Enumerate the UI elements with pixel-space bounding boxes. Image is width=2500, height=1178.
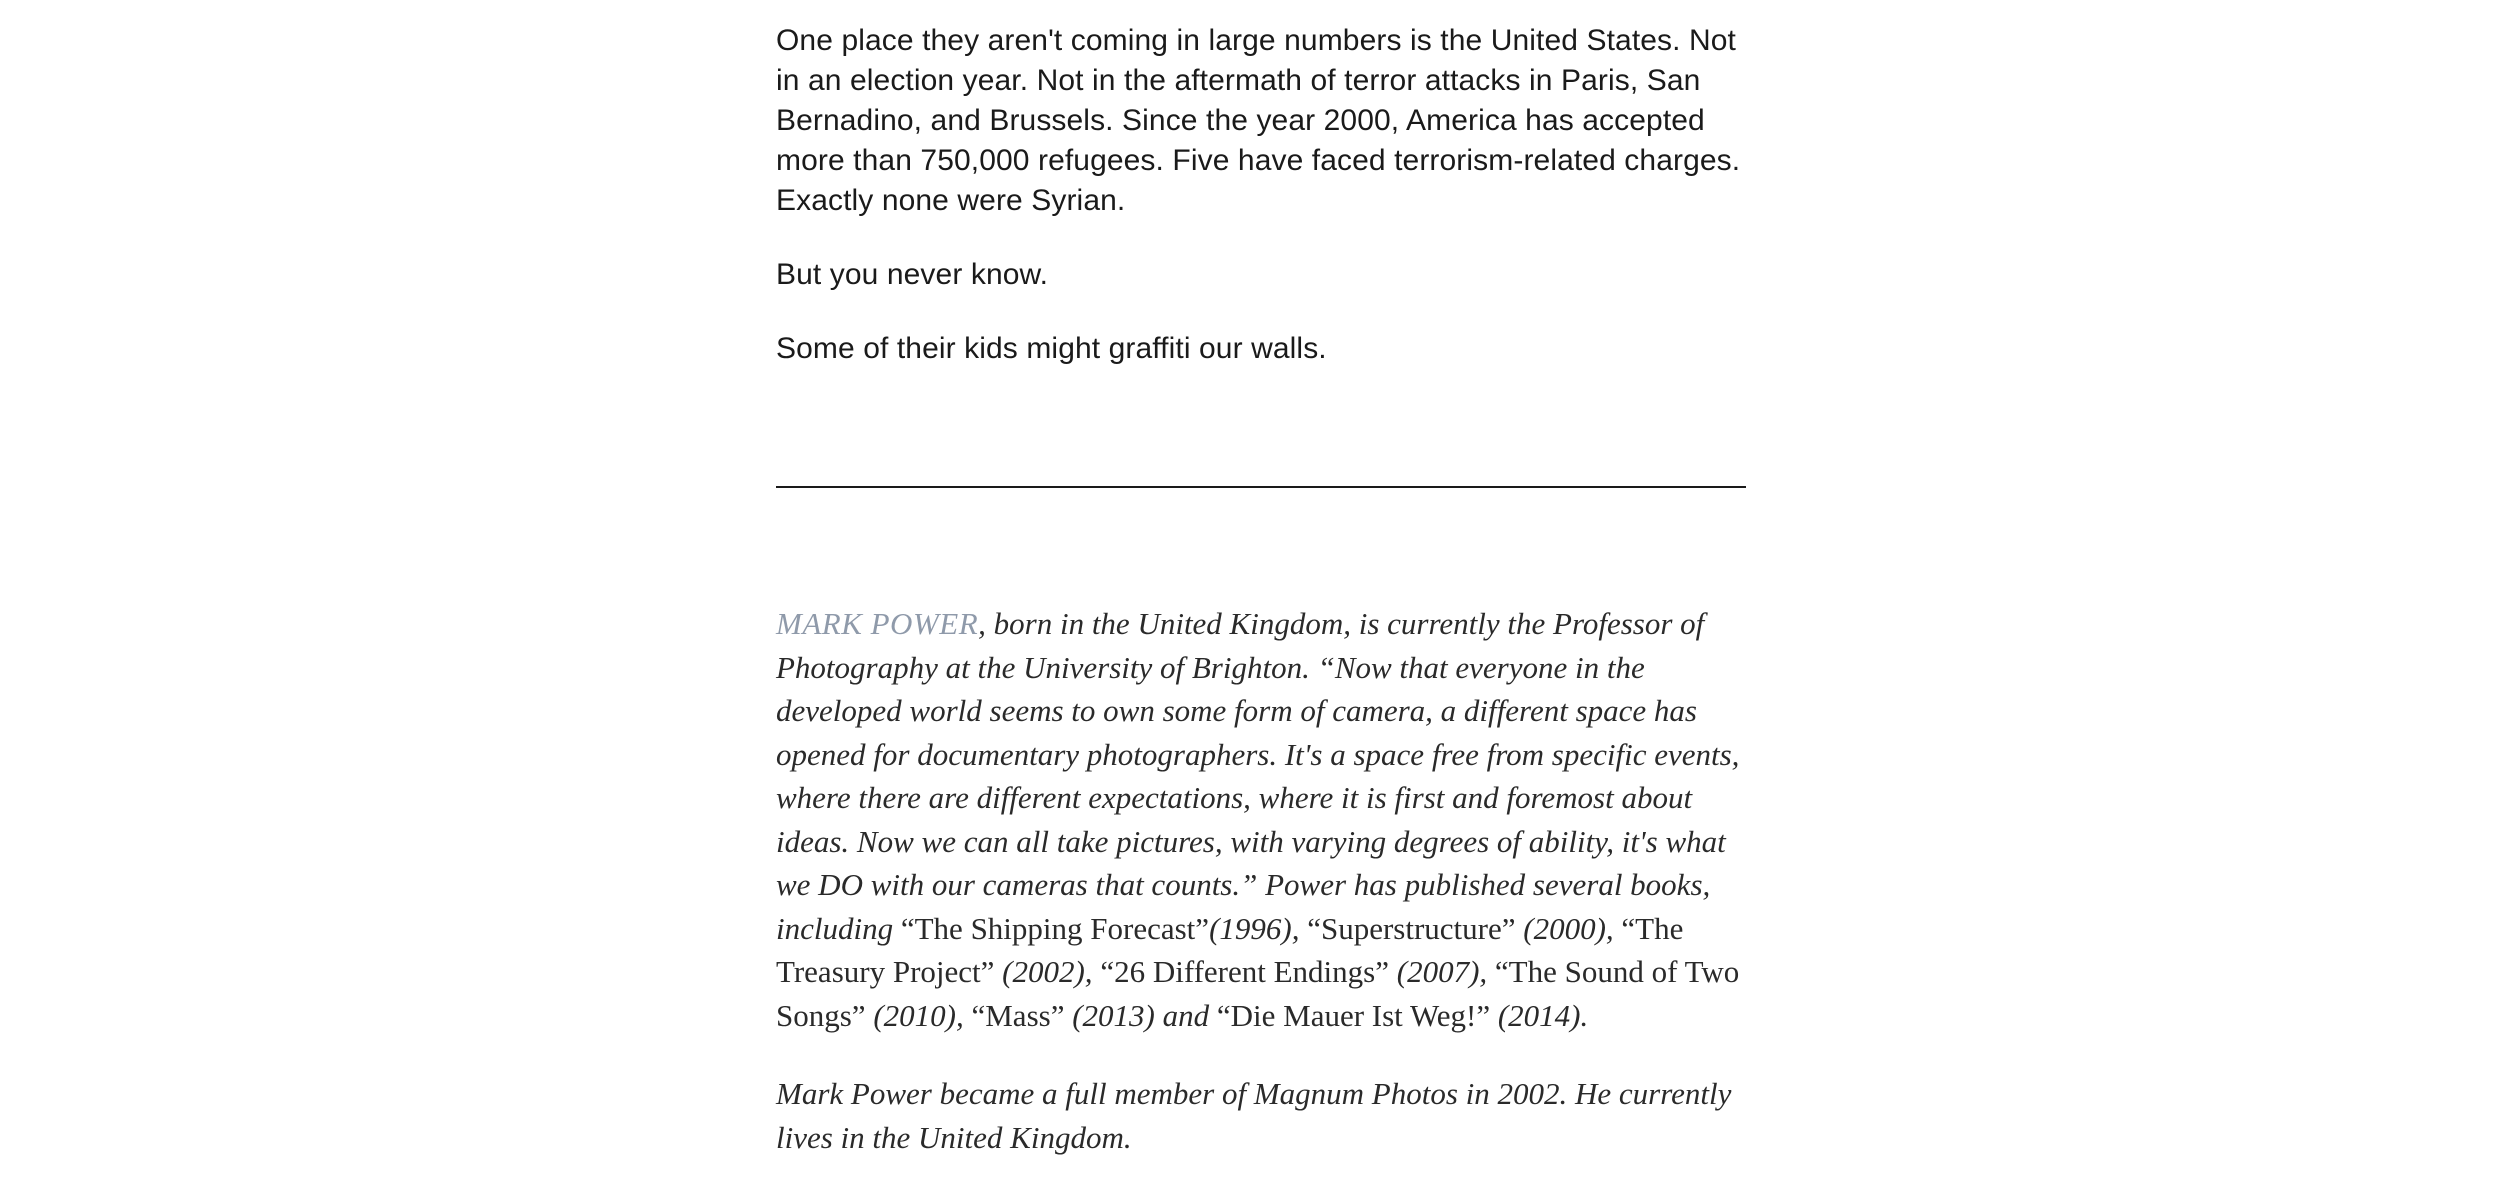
book-title: “The Shipping Forecast” xyxy=(900,910,1210,946)
essay-paragraph: Some of their kids might graffiti our walls. xyxy=(776,332,1327,365)
essay-paragraph: But you never know. xyxy=(776,258,1049,291)
bio-intro: , born in the United Kingdom, is currently the Professor of Photography at the University of Brighton. “Now that everyone in the developed world seems to own some form of camera, a different space has opened for documentary photographers. It's a space free from specific events, where there are different expectations, where it is first and foremost about ideas. Now we can all take pictures, with varying degrees of ability, it's what we DO with our cameras that counts.” Power has published several books, including xyxy=(776,606,1740,946)
book-title: “Mass” xyxy=(971,997,1065,1033)
book-year: (2002), xyxy=(994,954,1101,989)
bio-closing-paragraph: Mark Power became a full member of Magnum Photos in 2002. He currently lives in the United Kingdom. xyxy=(776,1076,1732,1155)
bio-paragraph xyxy=(776,602,1751,1037)
book-year: (2014). xyxy=(1490,997,1589,1033)
photographer-name-link[interactable]: MARK POWER xyxy=(776,606,979,641)
book-title: “26 Different Endings” xyxy=(1100,954,1389,989)
book-year: (2010), xyxy=(865,997,972,1033)
section-divider xyxy=(776,486,1746,488)
book-year: (2000), xyxy=(1515,910,1622,946)
essay-paragraph: One place they aren't coming in large numbers is the United States. Not in an election year. Not in the aftermath of terror attacks in Paris, San Bernadino, and Brussels. Since the year 2000, America has accepted more than 750,000 refugees. Five have faced terrorism-related charges. Exactly none were Syrian. xyxy=(776,24,1741,217)
book-year: (1996), xyxy=(1209,910,1308,946)
book-year: (2007), xyxy=(1389,954,1495,989)
book-title: “Superstructure” xyxy=(1307,910,1516,946)
book-year: (2013) and xyxy=(1064,997,1217,1033)
book-title: “Die Mauer Ist Weg!” xyxy=(1216,997,1491,1033)
book-title: “The Sound of Two Songs” xyxy=(776,954,1740,1033)
book-title: “The Treasury Project” xyxy=(776,910,1684,989)
